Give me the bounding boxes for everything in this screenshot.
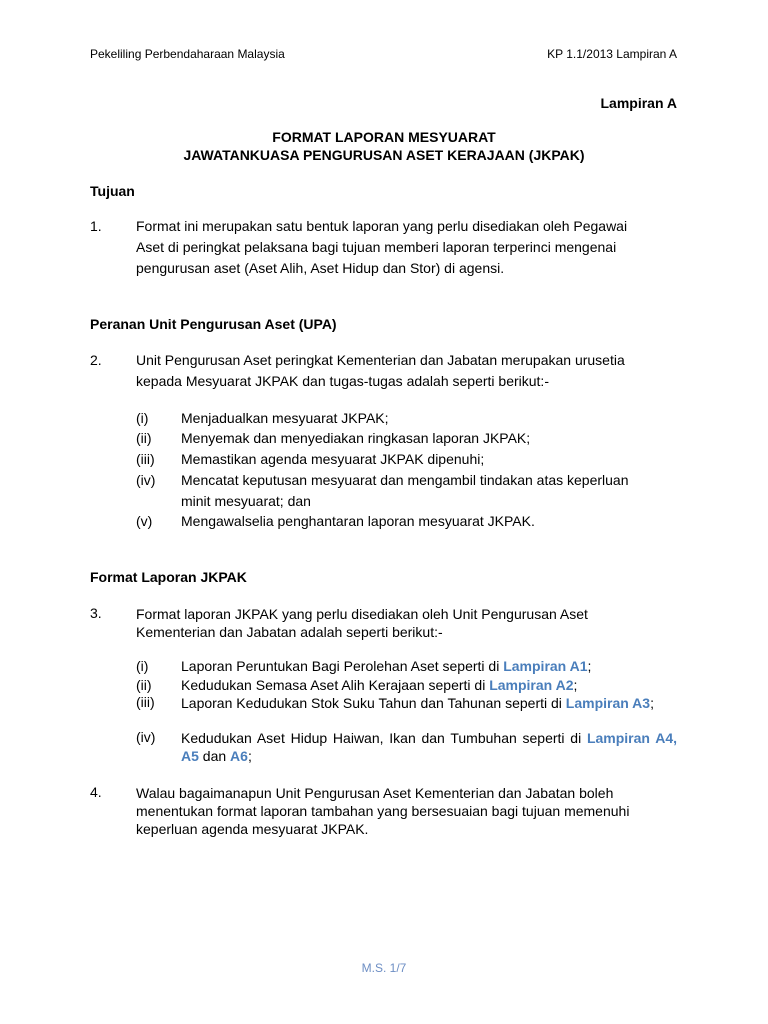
lampiran-a3-link[interactable]: Lampiran A3	[565, 695, 651, 711]
list-item-text: Laporan Kedudukan Stok Suku Tahun dan Tahunan seperti di	[181, 695, 566, 711]
roman-numeral: (iii)	[136, 451, 155, 467]
list-item-end: ;	[573, 677, 578, 693]
heading-tujuan: Tujuan	[90, 183, 135, 199]
para-number-2: 2.	[90, 352, 102, 368]
lampiran-label: Lampiran A	[600, 95, 677, 111]
paragraph-line: Format laporan JKPAK yang perlu disediakan oleh Unit Pengurusan Aset	[136, 606, 588, 622]
header-left: Pekeliling Perbendaharaan Malaysia	[90, 47, 285, 61]
list-item: Menjadualkan mesyuarat JKPAK;	[181, 410, 389, 426]
list-item-connector: dan	[198, 748, 231, 764]
list-item	[181, 658, 677, 674]
roman-numeral: (ii)	[136, 677, 152, 693]
lampiran-a6-link[interactable]: A6	[230, 748, 248, 764]
lampiran-a4-a5-link[interactable]: Lampiran A4, A5	[181, 730, 677, 764]
paragraph-1	[136, 216, 677, 279]
roman-numeral: (v)	[136, 513, 153, 529]
title-line-2: JAWATANKUASA PENGURUSAN ASET KERAJAAN (JKPAK)	[183, 147, 585, 163]
list-item: Mengawalselia penghantaran laporan mesyuarat JKPAK.	[181, 513, 535, 529]
page-number: M.S. 1/7	[361, 961, 407, 975]
para-number-3: 3.	[90, 605, 102, 621]
paragraph-line: keperluan agenda mesyuarat JKPAK.	[136, 821, 369, 837]
list-item: Memastikan agenda mesyuarat JKPAK dipenuhi;	[181, 451, 485, 467]
header-right: KP 1.1/2013 Lampiran A	[547, 47, 677, 61]
lampiran-a2-link[interactable]: Lampiran A2	[489, 677, 574, 693]
heading-format-laporan: Format Laporan JKPAK	[90, 569, 247, 585]
para-number-4: 4.	[90, 784, 102, 800]
roman-numeral: (iv)	[136, 472, 156, 488]
lampiran-a1-link[interactable]: Lampiran A1	[503, 658, 588, 674]
list-item-text: Kedudukan Semasa Aset Alih Kerajaan seperti di	[181, 677, 490, 693]
paragraph-line: Aset di peringkat pelaksana bagi tujuan memberi laporan terperinci mengenai	[136, 239, 617, 255]
roman-numeral: (iv)	[136, 729, 156, 745]
list-item: Menyemak dan menyediakan ringkasan laporan JKPAK;	[181, 430, 531, 446]
paragraph-line: kepada Mesyuarat JKPAK dan tugas-tugas adalah seperti berikut:-	[136, 373, 549, 389]
paragraph-line: menentukan format laporan tambahan yang bersesuaian bagi tujuan memenuhi	[136, 803, 630, 819]
heading-peranan: Peranan Unit Pengurusan Aset (UPA)	[90, 316, 337, 332]
list-item-end: ;	[650, 695, 654, 711]
paragraph-line: Unit Pengurusan Aset peringkat Kementerian dan Jabatan merupakan urusetia	[136, 352, 625, 368]
list-item-end: ;	[247, 748, 252, 764]
list-item-line: Mencatat keputusan mesyuarat dan mengambil tindakan atas keperluan	[181, 472, 629, 488]
list-item	[181, 729, 677, 765]
list-item-text: Kedudukan Aset Hidup Haiwan, Ikan dan Tumbuhan seperti di	[181, 730, 587, 746]
list-item-text: Laporan Peruntukan Bagi Perolehan Aset seperti di	[181, 658, 504, 674]
roman-numeral: (i)	[136, 410, 149, 426]
roman-numeral: (i)	[136, 658, 149, 674]
list-item	[181, 694, 677, 712]
list-item-end: ;	[587, 658, 592, 674]
list-item	[181, 470, 677, 512]
paragraph-2	[136, 350, 677, 392]
paragraph-line: Kementerian dan Jabatan adalah seperti berikut:-	[136, 624, 443, 640]
roman-numeral: (ii)	[136, 430, 152, 446]
list-item-line: minit mesyuarat; dan	[181, 493, 311, 509]
paragraph-4	[136, 784, 677, 838]
title-line-1: FORMAT LAPORAN MESYUARAT	[272, 129, 496, 145]
paragraph-3	[136, 605, 677, 641]
para-number-1: 1.	[90, 218, 102, 234]
paragraph-line: Walau bagaimanapun Unit Pengurusan Aset Kementerian dan Jabatan boleh	[136, 785, 614, 801]
list-item	[181, 677, 677, 693]
paragraph-line: pengurusan aset (Aset Alih, Aset Hidup dan Stor) di agensi.	[136, 260, 505, 276]
paragraph-line: Format ini merupakan satu bentuk laporan yang perlu disediakan oleh Pegawai	[136, 218, 628, 234]
roman-numeral: (iii)	[136, 694, 155, 710]
